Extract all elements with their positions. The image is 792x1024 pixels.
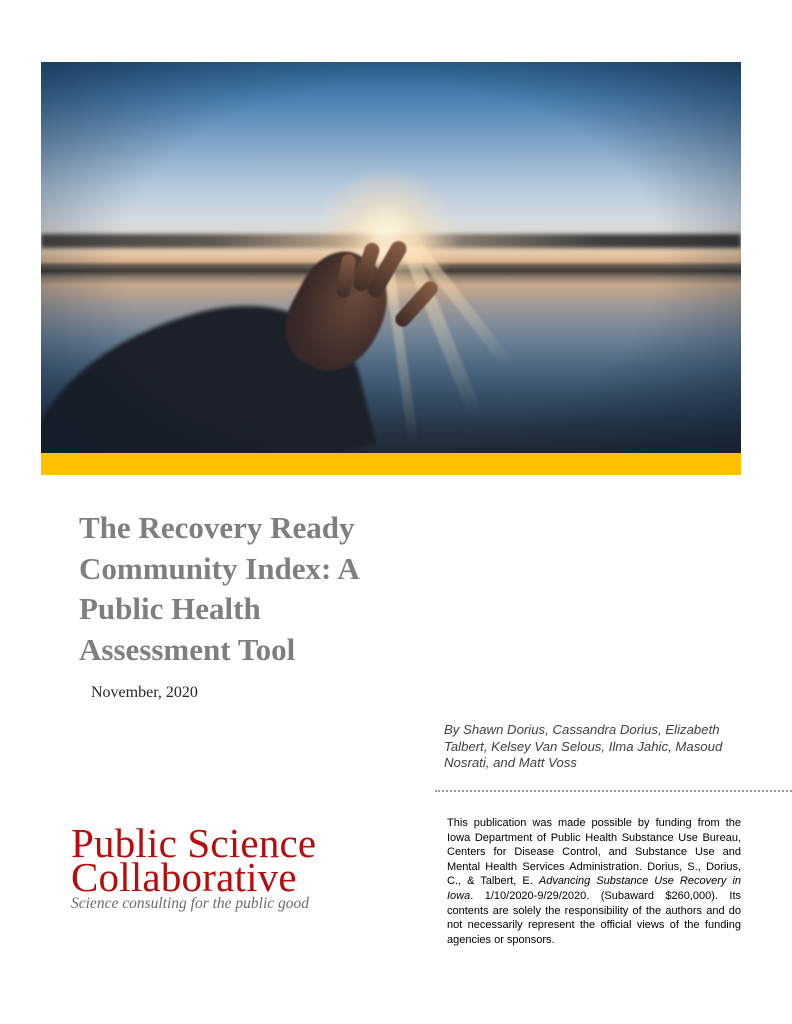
project-title: Advancing Substance Use Recovery in Iowa <box>447 875 741 902</box>
funding-text: This publication was made possible by funding from the Iowa Department of Public Health Substance Use Bureau, Centers for Disease Control, and Substance Use and Mental Health Services Administration. Dorius, S., Dorius, C., & Talbert, E. <box>447 817 741 888</box>
document-title <box>79 508 409 670</box>
author-list: By Shawn Dorius, Cassandra Dorius, Elizabeth Talbert, Kelsey Van Selous, Ilma Jahic, Masoud Nosrati, and Matt Voss <box>444 722 723 770</box>
accent-bar <box>41 453 741 475</box>
title-line: The Recovery Ready <box>79 510 355 545</box>
logo-wordmark <box>71 820 317 900</box>
photo-vignette <box>41 62 741 453</box>
logo-tagline: Science consulting for the public good <box>71 895 310 912</box>
funding-statement <box>447 816 741 947</box>
title-line: Public Health <box>79 591 261 626</box>
publication-date: November, 2020 <box>91 684 198 701</box>
title-line: Assessment Tool <box>79 631 296 667</box>
cover-photo <box>41 62 741 453</box>
dotted-divider <box>435 790 792 792</box>
title-line: Community Index: A <box>79 550 360 586</box>
logo-line: Public Science <box>71 820 317 866</box>
organization-logo <box>71 820 317 913</box>
funding-text: . 1/10/2020-9/29/2020. (Subaward $260,000). Its contents are solely the responsibility of the authors and do not necessarily represent the official views of the funding agencies or sponsors. <box>447 889 741 946</box>
logo-line: Collaborative <box>71 854 297 900</box>
